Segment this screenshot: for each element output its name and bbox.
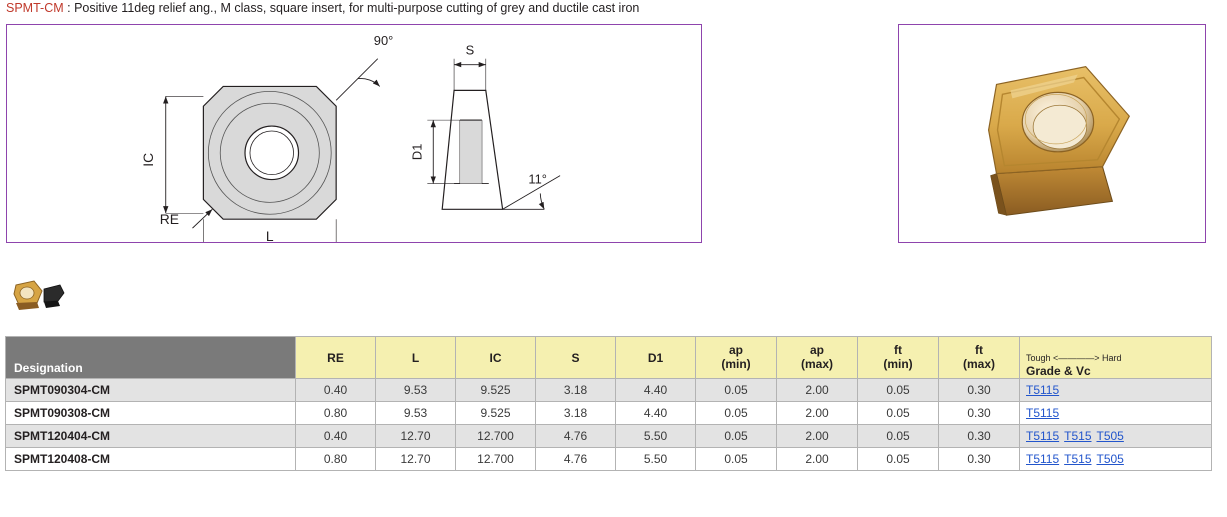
table-header [6,337,1212,379]
cell-grades [1020,448,1212,471]
cell-l: 12.70 [376,425,456,448]
cell-d1: 5.50 [616,448,696,471]
product-code: SPMT-CM [6,1,64,15]
cell-designation: SPMT090304-CM [6,379,296,402]
title-separator: : [63,1,75,15]
cell-re: 0.40 [296,379,376,402]
cell-ft-max: 0.30 [939,402,1020,425]
table-header-row [6,337,1212,379]
header-ft-max-line2: (max) [962,356,995,371]
cell-grades [1020,402,1212,425]
header-ap-max-line2: (max) [800,356,833,371]
cell-ft-max: 0.30 [939,448,1020,471]
insert-dimension-drawing [7,25,701,242]
header-ft-max [939,337,1020,379]
table-row [6,448,1212,471]
header-ft-min-line2: (min) [883,356,913,371]
cell-ic: 12.700 [456,448,536,471]
header-d1: D1 [616,337,696,379]
svg-text:D1: D1 [409,143,425,161]
header-ft-min-line1: ft [894,342,902,357]
cell-re: 0.80 [296,402,376,425]
specifications-table [5,336,1212,471]
cell-grades [1020,425,1212,448]
svg-text:RE: RE [159,211,180,228]
cell-ap-min: 0.05 [696,379,777,402]
header-s: S [536,337,616,379]
cell-ap-max: 2.00 [777,402,858,425]
header-re: RE [296,337,376,379]
cell-ap-max: 2.00 [777,448,858,471]
svg-text:11°: 11° [528,171,547,187]
grade-link[interactable]: T5115 [1026,383,1060,397]
cell-ap-min: 0.05 [696,448,777,471]
cell-d1: 4.40 [616,402,696,425]
grade-link[interactable]: T505 [1096,452,1124,466]
header-grade-vc [1020,337,1212,379]
cell-re: 0.80 [296,448,376,471]
table-row [6,402,1212,425]
header-ap-min [696,337,777,379]
svg-text:IC: IC [139,152,156,167]
technical-drawing-panel [6,24,702,243]
header-ap-max-line1: ap [809,342,824,357]
table-row [6,379,1212,402]
cell-s: 3.18 [536,379,616,402]
table-row [6,425,1212,448]
cell-ap-min: 0.05 [696,425,777,448]
svg-text:L: L [265,228,274,242]
cell-ap-max: 2.00 [777,425,858,448]
grade-scale-label: Tough <————> Hard [1026,353,1122,363]
cell-l: 9.53 [376,379,456,402]
svg-text:S: S [465,42,475,58]
grade-link[interactable]: T505 [1096,429,1124,443]
cell-ic: 12.700 [456,425,536,448]
grade-link[interactable]: T515 [1064,429,1092,443]
product-photo-panel [898,24,1206,243]
cell-ft-min: 0.05 [858,379,939,402]
table-body [6,379,1212,471]
cell-ic: 9.525 [456,402,536,425]
cell-d1: 5.50 [616,425,696,448]
header-l: L [376,337,456,379]
cell-l: 12.70 [376,448,456,471]
cell-s: 4.76 [536,448,616,471]
header-ft-max-line1: ft [975,342,983,357]
cell-ft-max: 0.30 [939,379,1020,402]
header-ft-min [858,337,939,379]
cell-designation: SPMT120408-CM [6,448,296,471]
header-ap-min-line1: ap [728,342,743,357]
cell-ic: 9.525 [456,379,536,402]
cell-grades [1020,379,1212,402]
cell-ap-min: 0.05 [696,402,777,425]
grade-link[interactable]: T515 [1064,452,1092,466]
cell-designation: SPMT120404-CM [6,425,296,448]
grade-title-label: Grade & Vc [1026,364,1091,378]
cell-ft-min: 0.05 [858,448,939,471]
insert-thumbnail-icon [10,275,70,317]
cell-ft-min: 0.05 [858,425,939,448]
page-title [6,1,639,15]
grade-link[interactable]: T5115 [1026,452,1060,466]
cell-ft-min: 0.05 [858,402,939,425]
cell-s: 3.18 [536,402,616,425]
cell-l: 9.53 [376,402,456,425]
header-designation: Designation [6,337,296,379]
cell-designation: SPMT090308-CM [6,402,296,425]
cell-ft-max: 0.30 [939,425,1020,448]
grade-link[interactable]: T5115 [1026,406,1060,420]
specifications-table-wrapper [5,336,1211,471]
cell-d1: 4.40 [616,379,696,402]
cell-ap-max: 2.00 [777,379,858,402]
insert-photo [899,25,1205,242]
product-description: Positive 11deg relief ang., M class, square insert, for multi-purpose cutting of grey and ductile cast iron [74,1,640,15]
svg-text:90°: 90° [373,32,394,48]
grade-link[interactable]: T5115 [1026,429,1060,443]
header-ic: IC [456,337,536,379]
insert-thumbnail [10,275,70,317]
header-ap-max [777,337,858,379]
cell-s: 4.76 [536,425,616,448]
cell-re: 0.40 [296,425,376,448]
header-ap-min-line2: (min) [721,356,751,371]
